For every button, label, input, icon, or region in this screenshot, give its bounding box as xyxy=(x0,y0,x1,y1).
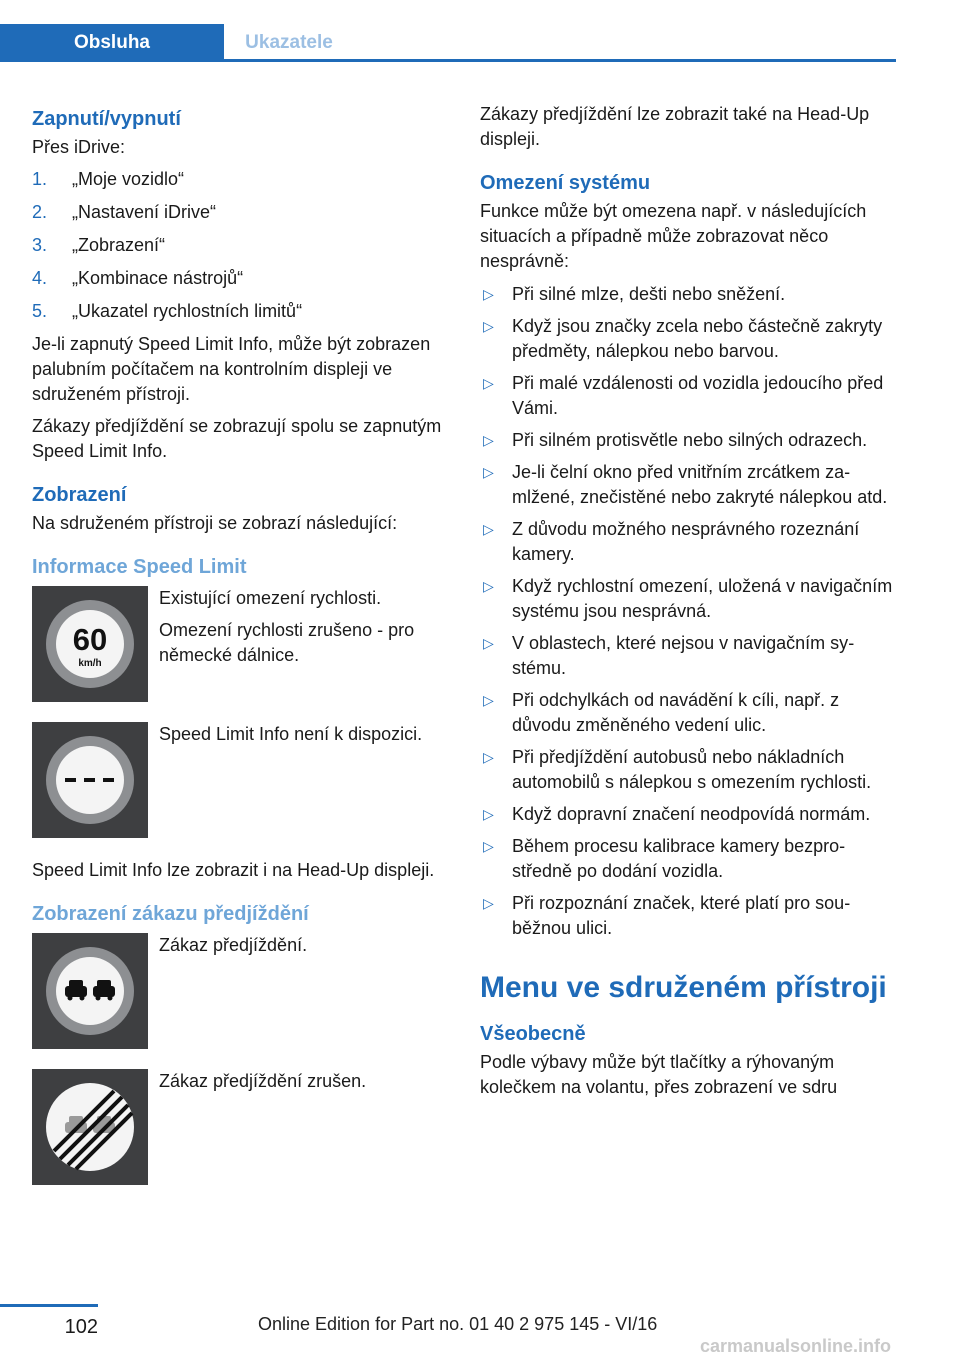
step-item xyxy=(32,299,444,324)
watermark: carmanualsonline.info xyxy=(700,1336,892,1356)
list-item-text: Během procesu kalibrace kamery bezprostředně po dodání vozidla. xyxy=(512,836,846,881)
list-item xyxy=(480,834,895,884)
step-item xyxy=(32,200,444,225)
general-text: Podle výbavy může být tlačítky a rýhovaným kolečkem na volantu, přes zobrazení ve sdru xyxy=(480,1052,838,1097)
list-item xyxy=(480,891,895,941)
section-title-speed-limit: Informace Speed Limit xyxy=(32,556,247,578)
paragraph-overtake-display: Zákazy předjíždění se zobrazují spolu se zapnutým Speed Limit Info. xyxy=(32,416,442,461)
list-item xyxy=(480,802,895,827)
no-overtaking-sign-icon xyxy=(32,933,148,1049)
step-item xyxy=(32,167,444,192)
list-item-text: Když dopravní značení neodpovídá normám. xyxy=(512,804,871,824)
sign-60-description xyxy=(159,586,449,675)
hud-overtake-text: Zákazy předjíždění lze zobrazit také na Head-Up displeji. xyxy=(480,104,870,149)
list-item xyxy=(480,371,895,421)
triangle-bullet-icon: ▷ xyxy=(483,692,494,708)
section-title-general: Všeobecně xyxy=(480,1023,586,1045)
list-item xyxy=(480,574,895,624)
list-item xyxy=(480,460,895,510)
list-item-text: Je-li čelní okno před vnitřním zrcátkem zamlžené, znečistěné nebo zakryté nálepkou atd. xyxy=(512,462,888,507)
right-column xyxy=(480,102,895,1107)
section-title-menu: Menu ve sdruženém přístroji xyxy=(480,971,887,1004)
no-overtaking-description xyxy=(159,933,449,965)
step-number: 2. xyxy=(32,202,48,222)
step-number: 3. xyxy=(32,235,48,255)
sign-60-text: Existující omezení rychlosti. xyxy=(159,588,382,608)
header-tabbar xyxy=(0,24,896,62)
triangle-bullet-icon: ▷ xyxy=(483,375,494,391)
list-item-text: Když jsou značky zcela nebo částečně zakryty předměty, nálepkou nebo barvou. xyxy=(512,316,883,361)
list-item-text: Při silném protisvětle nebo silných odrazech. xyxy=(512,430,868,450)
no-overtaking-text: Zákaz předjíždění. xyxy=(159,935,308,955)
list-item-text: Když rychlostní omezení, uložená v navigačním systému jsou nesprávná. xyxy=(512,576,893,621)
step-item xyxy=(32,266,444,291)
list-item-text: V oblastech, které nejsou v navigačním systému. xyxy=(512,633,855,678)
sign-60-unit: km/h xyxy=(78,658,102,669)
list-item-text: Při malé vzdálenosti od vozidla jedoucího před Vámi. xyxy=(512,373,884,418)
speed-limit-60-sign-icon xyxy=(32,586,148,702)
list-item xyxy=(480,282,895,307)
sign-unavailable-text: Speed Limit Info není k dispozici. xyxy=(159,724,423,744)
step-number: 4. xyxy=(32,268,48,288)
step-text: „Nastavení iDrive“ xyxy=(72,202,217,222)
system-limits-list xyxy=(480,282,895,941)
list-item xyxy=(480,428,895,453)
list-item xyxy=(480,688,895,738)
triangle-bullet-icon: ▷ xyxy=(483,286,494,302)
list-item xyxy=(480,314,895,364)
step-text: „Moje vozidlo“ xyxy=(72,169,185,189)
triangle-bullet-icon: ▷ xyxy=(483,749,494,765)
list-item xyxy=(480,631,895,681)
triangle-bullet-icon: ▷ xyxy=(483,838,494,854)
sign-row-no-overtaking-end xyxy=(32,1069,444,1185)
step-text: „Zobrazení“ xyxy=(72,235,166,255)
step-number: 5. xyxy=(32,301,48,321)
step-text: „Kombinace nástrojů“ xyxy=(72,268,244,288)
steps-list xyxy=(32,167,444,324)
sign-row-not-available xyxy=(32,722,444,838)
triangle-bullet-icon: ▷ xyxy=(483,578,494,594)
list-item xyxy=(480,517,895,567)
sign-row-no-overtaking xyxy=(32,933,444,1049)
triangle-bullet-icon: ▷ xyxy=(483,806,494,822)
tab-obsluha[interactable]: Obsluha xyxy=(0,24,224,60)
triangle-bullet-icon: ▷ xyxy=(483,432,494,448)
section-title-display: Zobrazení xyxy=(32,484,127,506)
paragraph-speed-limit-display: Je-li zapnutý Speed Limit Info, může být zobrazen palubním počítačem na kontrolním displeji ve sdruženém přístroji. xyxy=(32,334,431,404)
end-no-overtaking-sign-icon xyxy=(32,1069,148,1185)
end-no-overtaking-description xyxy=(159,1069,449,1101)
section-title-system-limits: Omezení systému xyxy=(480,172,651,194)
sign-60-text-2: Omezení rychlosti zrušeno - pro německé dálnice. xyxy=(159,620,415,665)
display-text: Na sdruženém přístroji se zobrazí následující: xyxy=(32,513,398,533)
sign-unavailable-description xyxy=(159,722,449,754)
triangle-bullet-icon: ▷ xyxy=(483,521,494,537)
step-number: 1. xyxy=(32,169,48,189)
list-item-text: Při předjíždění autobusů nebo nákladních automobilů s nálepkou s omezením rychlosti. xyxy=(512,747,872,792)
section-title-onoff: Zapnutí/vypnutí xyxy=(32,108,181,130)
section-title-overtake: Zobrazení zákazu předjíždění xyxy=(32,903,309,925)
footer-rule xyxy=(0,1304,98,1307)
triangle-bullet-icon: ▷ xyxy=(483,895,494,911)
step-text: „Ukazatel rychlostních limitů“ xyxy=(72,301,303,321)
sign-row-speed-60 xyxy=(32,586,444,702)
triangle-bullet-icon: ▷ xyxy=(483,635,494,651)
list-item-text: Při silné mlze, dešti nebo sněžení. xyxy=(512,284,786,304)
speed-limit-unavailable-sign-icon xyxy=(32,722,148,838)
list-item-text: Z důvodu možného nesprávného rozeznání kamery. xyxy=(512,519,860,564)
left-column xyxy=(32,102,444,1205)
step-item xyxy=(32,233,444,258)
hud-speed-limit-text: Speed Limit Info lze zobrazit i na Head-Up displeji. xyxy=(32,860,435,880)
system-limits-intro: Funkce může být omezena např. v následujících situacích a případně může zobrazovat něco nesprávně: xyxy=(480,201,867,271)
sign-60-number: 60 xyxy=(72,622,108,657)
onoff-via: Přes iDrive: xyxy=(32,137,126,157)
list-item-text: Při rozpoznání značek, které platí pro souběžnou ulici. xyxy=(512,893,851,938)
list-item-text: Při odchylkách od navádění k cíli, např. z důvodu změněného vedení ulic. xyxy=(512,690,840,735)
page-number: 102 xyxy=(64,1316,98,1338)
list-item xyxy=(480,745,895,795)
tab-ukazatele[interactable]: Ukazatele xyxy=(245,32,333,53)
edition-info: Online Edition for Part no. 01 40 2 975 145 - VI/16 xyxy=(258,1314,658,1334)
triangle-bullet-icon: ▷ xyxy=(483,464,494,480)
end-no-overtaking-text: Zákaz předjíždění zrušen. xyxy=(159,1071,367,1091)
triangle-bullet-icon: ▷ xyxy=(483,318,494,334)
